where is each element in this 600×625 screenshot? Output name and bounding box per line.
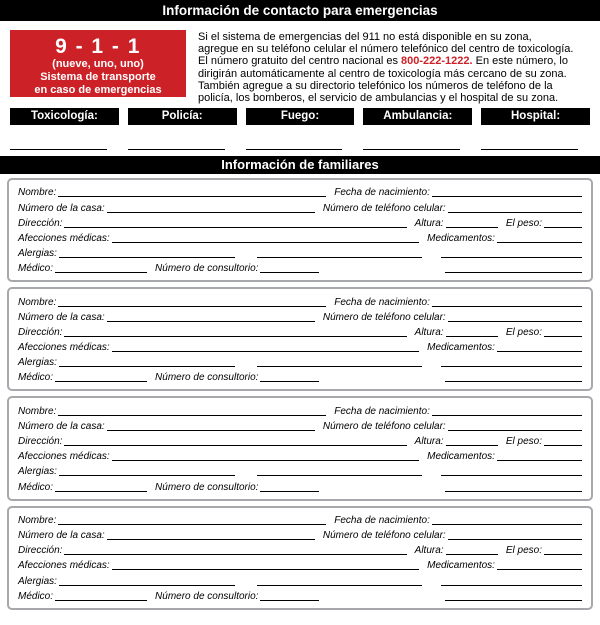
afecciones-medicas-label: Afecciones médicas: [18, 232, 110, 244]
direccion-blank-line [64, 227, 406, 228]
row-nombre [18, 184, 582, 199]
numero-casa-blank-line [107, 321, 315, 322]
altura-label: Altura: [414, 545, 444, 557]
row-alergias [18, 354, 582, 369]
emergency-instructions [198, 30, 590, 104]
direccion-label: Dirección: [18, 545, 63, 557]
contact-hospital [481, 108, 590, 150]
nombre-blank-line [58, 196, 326, 197]
fuego-blank-line [246, 149, 343, 150]
afecciones-medicas-label: Afecciones médicas: [18, 560, 110, 572]
alergias-label: Alergias: [18, 466, 57, 478]
row-direccion [18, 324, 582, 339]
instructions-line-6: policía, los bomberos, el servicio de ambulancias y el hospital de su zona. [198, 92, 559, 105]
row-afecciones [18, 448, 582, 463]
numero-casa-label: Número de la casa: [18, 529, 105, 541]
direccion-blank-line [64, 445, 406, 446]
row-afecciones [18, 230, 582, 245]
direccion-label: Dirección: [18, 436, 63, 448]
policia-label: Policía: [128, 108, 237, 125]
fecha-nacimiento-blank-line [432, 306, 582, 307]
emergency-info-section [0, 21, 600, 104]
row-direccion [18, 433, 582, 448]
fecha-nacimiento-label: Fecha de nacimiento: [334, 296, 430, 308]
medico-label: Médico: [18, 263, 54, 275]
emergency-contacts-row [0, 108, 600, 150]
transport-system-line1: Sistema de transporte [40, 71, 156, 83]
family-member-section-1 [7, 178, 593, 282]
fuego-label: Fuego: [246, 108, 355, 125]
page-title-contact: Información de contacto para emergencias [162, 3, 438, 18]
row-medico [18, 478, 582, 493]
hospital-label: Hospital: [481, 108, 590, 125]
row-telefonos [18, 199, 582, 214]
fecha-nacimiento-blank-line [432, 196, 582, 197]
medicamentos-blank-line [497, 351, 582, 352]
el-peso-blank-line [544, 445, 582, 446]
altura-blank-line [446, 227, 498, 228]
row-direccion [18, 215, 582, 230]
family-sections [0, 174, 600, 610]
medicamentos-label: Medicamentos: [427, 232, 495, 244]
altura-label: Altura: [414, 436, 444, 448]
transport-system-line2: en caso de emergencias [34, 84, 162, 96]
numero-casa-blank-line [107, 212, 315, 213]
direccion-label: Dirección: [18, 326, 63, 338]
medicamentos-blank-line [497, 569, 582, 570]
numero-consultorio-blank-line [260, 272, 318, 273]
altura-label: Altura: [414, 217, 444, 229]
telefono-celular-label: Número de teléfono celular: [322, 529, 446, 541]
el-peso-label: El peso: [505, 326, 542, 338]
nombre-label: Nombre: [18, 514, 57, 526]
instructions-line-2: agregue en su teléfono celular el número telefónico del centro de toxicología. [198, 43, 574, 56]
instructions-line-1: Si el sistema de emergencias del 911 no está disponible en su zona, [198, 31, 532, 43]
medicamentos-blank-line [497, 460, 582, 461]
numero-consultorio-label: Número de consultorio: [155, 263, 259, 275]
medico-label: Médico: [18, 590, 54, 602]
hospital-blank-line [481, 149, 578, 150]
telefono-celular-blank-line [448, 212, 582, 213]
afecciones-medicas-label: Afecciones médicas: [18, 451, 110, 463]
medicamentos-label: Medicamentos: [427, 451, 495, 463]
instructions-line-4: dirigirán automáticamente al centro de toxicología más cercano de su zona. [198, 67, 567, 80]
alergias-blank-line-2 [257, 585, 422, 586]
afecciones-medicas-blank-line [112, 569, 419, 570]
page-title-family: Información de familiares [221, 157, 379, 173]
el-peso-label: El peso: [505, 545, 542, 557]
numero-casa-blank-line [107, 430, 315, 431]
alergias-label: Alergias: [18, 575, 57, 587]
medicamentos-blank-line-3 [445, 272, 582, 273]
row-alergias [18, 463, 582, 478]
row-nombre [18, 402, 582, 417]
numero-consultorio-blank-line [260, 600, 318, 601]
medicamentos-blank-line-2 [441, 366, 582, 367]
policia-blank-line [128, 149, 225, 150]
contact-fuego [246, 108, 355, 150]
afecciones-medicas-blank-line [112, 351, 419, 352]
medico-blank-line [55, 491, 147, 492]
contact-policia [128, 108, 237, 150]
toxicologia-blank-line [10, 149, 107, 150]
numero-casa-blank-line [107, 539, 315, 540]
alergias-blank-line-2 [257, 257, 422, 258]
row-alergias [18, 245, 582, 260]
medico-label: Médico: [18, 372, 54, 384]
family-member-section-4 [7, 506, 593, 610]
medicamentos-label: Medicamentos: [427, 560, 495, 572]
el-peso-label: El peso: [505, 436, 542, 448]
medicamentos-blank-line-3 [445, 600, 582, 601]
afecciones-medicas-blank-line [112, 242, 419, 243]
el-peso-blank-line [544, 336, 582, 337]
telefono-celular-blank-line [448, 539, 582, 540]
row-telefonos [18, 418, 582, 433]
numero-casa-label: Número de la casa: [18, 311, 105, 323]
row-medico [18, 369, 582, 384]
medicamentos-blank-line [497, 242, 582, 243]
alergias-blank-line-1 [59, 585, 235, 586]
alergias-blank-line-1 [59, 366, 235, 367]
row-nombre [18, 293, 582, 308]
row-alergias [18, 572, 582, 587]
direccion-blank-line [64, 554, 406, 555]
contact-ambulancia [363, 108, 472, 150]
medicamentos-blank-line-3 [445, 381, 582, 382]
instructions-line-5: También agregue a su directorio telefónico los números de teléfono de la [198, 79, 553, 92]
row-afecciones [18, 557, 582, 572]
instructions-line-3: El número gratuito del centro nacional es 800-222-1222. En este número, lo [198, 55, 568, 68]
altura-blank-line [446, 445, 498, 446]
numero-consultorio-blank-line [260, 491, 318, 492]
fecha-nacimiento-label: Fecha de nacimiento: [334, 514, 430, 526]
numero-casa-label: Número de la casa: [18, 420, 105, 432]
ambulancia-label: Ambulancia: [363, 108, 472, 125]
fecha-nacimiento-blank-line [432, 524, 582, 525]
alergias-blank-line-1 [59, 257, 235, 258]
emergency-number-words: (nueve, uno, uno) [52, 58, 144, 70]
medicamentos-label: Medicamentos: [427, 342, 495, 354]
emergency-911-box [10, 30, 186, 97]
altura-blank-line [446, 554, 498, 555]
alergias-label: Alergias: [18, 248, 57, 260]
fecha-nacimiento-blank-line [432, 415, 582, 416]
nombre-blank-line [58, 306, 326, 307]
direccion-label: Dirección: [18, 217, 63, 229]
toxicologia-label: Toxicología: [10, 108, 119, 125]
numero-casa-label: Número de la casa: [18, 202, 105, 214]
el-peso-blank-line [544, 227, 582, 228]
el-peso-blank-line [544, 554, 582, 555]
poison-center-phone-number: 800-222-1222. [401, 55, 473, 68]
medicamentos-blank-line-3 [445, 491, 582, 492]
nombre-label: Nombre: [18, 296, 57, 308]
numero-consultorio-label: Número de consultorio: [155, 481, 259, 493]
nombre-label: Nombre: [18, 187, 57, 199]
row-telefonos [18, 309, 582, 324]
altura-blank-line [446, 336, 498, 337]
fecha-nacimiento-label: Fecha de nacimiento: [334, 405, 430, 417]
telefono-celular-label: Número de teléfono celular: [322, 311, 446, 323]
alergias-blank-line-2 [257, 366, 422, 367]
alergias-label: Alergias: [18, 357, 57, 369]
medico-blank-line [55, 272, 147, 273]
family-member-section-2 [7, 287, 593, 391]
family-info-header-bar [0, 156, 600, 174]
el-peso-label: El peso: [505, 217, 542, 229]
medicamentos-blank-line-2 [441, 257, 582, 258]
row-telefonos [18, 527, 582, 542]
emergency-contact-header-bar [0, 0, 600, 21]
medicamentos-blank-line-2 [441, 475, 582, 476]
contact-toxicologia [10, 108, 119, 150]
afecciones-medicas-blank-line [112, 460, 419, 461]
telefono-celular-label: Número de teléfono celular: [322, 420, 446, 432]
medico-label: Médico: [18, 481, 54, 493]
ambulancia-blank-line [363, 149, 460, 150]
medico-blank-line [55, 381, 147, 382]
direccion-blank-line [64, 336, 406, 337]
medico-blank-line [55, 600, 147, 601]
afecciones-medicas-label: Afecciones médicas: [18, 342, 110, 354]
alergias-blank-line-2 [257, 475, 422, 476]
telefono-celular-label: Número de teléfono celular: [322, 202, 446, 214]
numero-consultorio-blank-line [260, 381, 318, 382]
numero-consultorio-label: Número de consultorio: [155, 372, 259, 384]
telefono-celular-blank-line [448, 430, 582, 431]
nombre-blank-line [58, 524, 326, 525]
fecha-nacimiento-label: Fecha de nacimiento: [334, 187, 430, 199]
row-medico [18, 260, 582, 275]
telefono-celular-blank-line [448, 321, 582, 322]
medicamentos-blank-line-2 [441, 585, 582, 586]
nombre-label: Nombre: [18, 405, 57, 417]
row-nombre [18, 512, 582, 527]
row-afecciones [18, 339, 582, 354]
emergency-number: 9 - 1 - 1 [55, 35, 141, 58]
numero-consultorio-label: Número de consultorio: [155, 590, 259, 602]
row-medico [18, 588, 582, 603]
alergias-blank-line-1 [59, 475, 235, 476]
family-member-section-3 [7, 396, 593, 500]
altura-label: Altura: [414, 326, 444, 338]
nombre-blank-line [58, 415, 326, 416]
row-direccion [18, 542, 582, 557]
